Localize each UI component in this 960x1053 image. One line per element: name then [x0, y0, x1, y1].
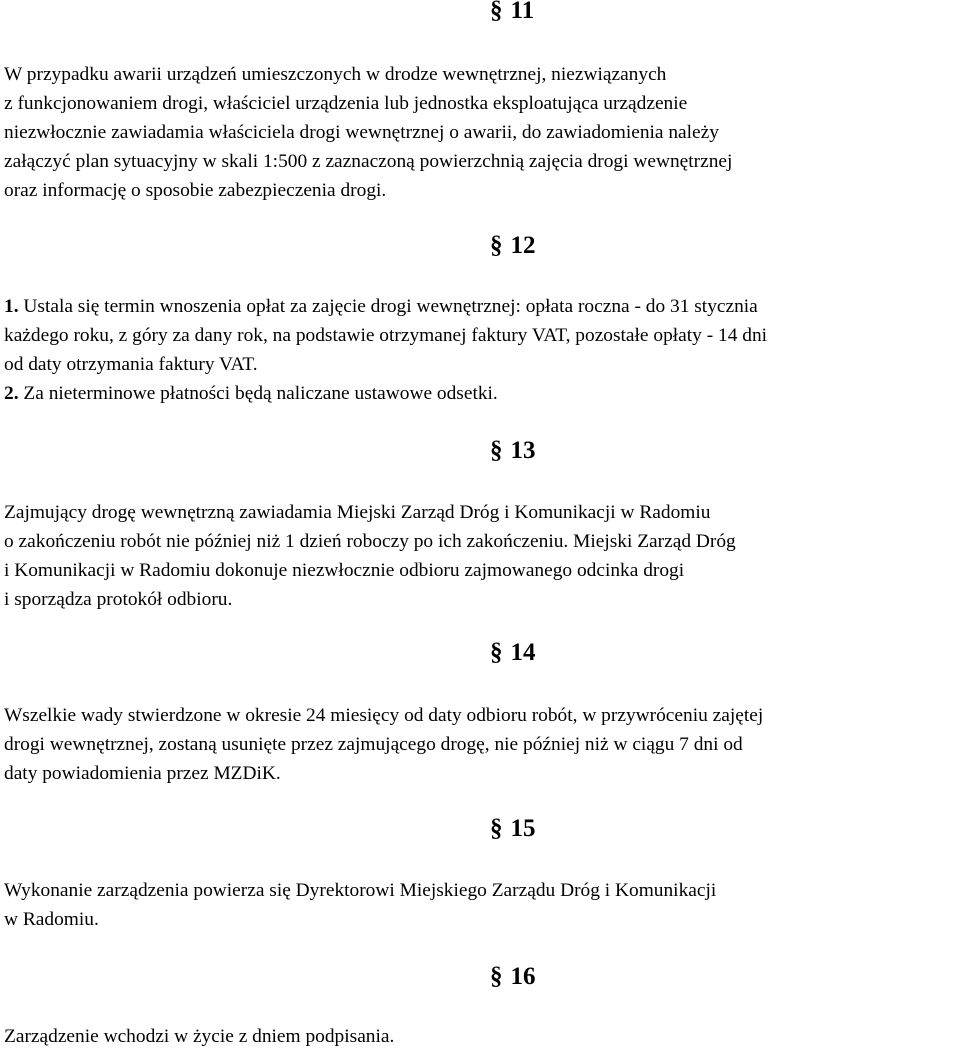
- text-line: każdego roku, z góry za dany rok, na podstawie otrzymanej faktury VAT, pozostałe opłaty - 14 dni: [4, 325, 768, 346]
- section-number: 12: [510, 232, 536, 259]
- section-number: 11: [510, 0, 535, 24]
- section-11-paragraph: [4, 60, 960, 205]
- section-number: 15: [510, 815, 536, 842]
- list-item: [4, 379, 960, 408]
- text-line: w Radomiu.: [4, 909, 99, 930]
- text-line: załączyć plan sytuacyjny w skali 1:500 z zaznaczoną powierzchnią zajęcia drogi wewnętrznej: [4, 151, 733, 172]
- text-line: z funkcjonowaniem drogi, właściciel urządzenia lub jednostka eksploatująca urządzenie: [4, 93, 688, 114]
- item-number: 1.: [4, 296, 19, 317]
- text-line: i sporządza protokół odbioru.: [4, 589, 233, 610]
- text-line: Ustala się termin wnoszenia opłat za zajęcie drogi wewnętrznej: opłata roczna - do 31 stycznia: [23, 296, 758, 317]
- section-number: 16: [510, 963, 536, 990]
- section-heading-15: [490, 814, 536, 844]
- section-sign: §: [490, 0, 503, 24]
- item-number: 2.: [4, 383, 19, 404]
- section-15-paragraph: [4, 876, 960, 934]
- section-sign: §: [490, 437, 503, 464]
- section-sign: §: [490, 639, 503, 666]
- text-line: oraz informację o sposobie zabezpieczenia drogi.: [4, 180, 387, 201]
- text-line: W przypadku awarii urządzeń umieszczonych w drodze wewnętrznej, niezwiązanych: [4, 64, 667, 85]
- text-line: od daty otrzymania faktury VAT.: [4, 354, 258, 375]
- text-line: Wszelkie wady stwierdzone w okresie 24 miesięcy od daty odbioru robót, w przywróceniu zajętej: [4, 705, 764, 726]
- section-sign: §: [490, 232, 503, 259]
- text-line: Zarządzenie wchodzi w życie z dniem podpisania.: [4, 1026, 395, 1047]
- section-heading-12: [490, 231, 536, 261]
- section-number: 13: [510, 437, 536, 464]
- section-12-items: [4, 292, 960, 408]
- section-14-paragraph: [4, 701, 960, 788]
- text-line: niezwłocznie zawiadamia właściciela drogi wewnętrznej o awarii, do zawiadomienia należy: [4, 122, 719, 143]
- text-line: Za nieterminowe płatności będą naliczane ustawowe odsetki.: [23, 383, 498, 404]
- section-heading-13: [490, 436, 536, 466]
- list-item: [4, 292, 960, 321]
- section-number: 14: [510, 639, 536, 666]
- section-sign: §: [490, 815, 503, 842]
- section-16-paragraph: [4, 1022, 960, 1051]
- section-13-paragraph: [4, 498, 960, 614]
- section-heading-14: [490, 638, 536, 668]
- section-heading-16: [490, 962, 536, 992]
- text-line: Zajmujący drogę wewnętrzną zawiadamia Miejski Zarząd Dróg i Komunikacji w Radomiu: [4, 502, 711, 523]
- text-line: o zakończeniu robót nie później niż 1 dzień roboczy po ich zakończeniu. Miejski Zarząd Dróg: [4, 531, 736, 552]
- section-heading-11: [490, 0, 534, 26]
- text-line: Wykonanie zarządzenia powierza się Dyrektorowi Miejskiego Zarządu Dróg i Komunikacji: [4, 880, 717, 901]
- text-line: drogi wewnętrznej, zostaną usunięte przez zajmującego drogę, nie później niż w ciągu 7 dni od: [4, 734, 743, 755]
- text-line: i Komunikacji w Radomiu dokonuje niezwłocznie odbioru zajmowanego odcinka drogi: [4, 560, 685, 581]
- section-sign: §: [490, 963, 503, 990]
- text-line: daty powiadomienia przez MZDiK.: [4, 763, 281, 784]
